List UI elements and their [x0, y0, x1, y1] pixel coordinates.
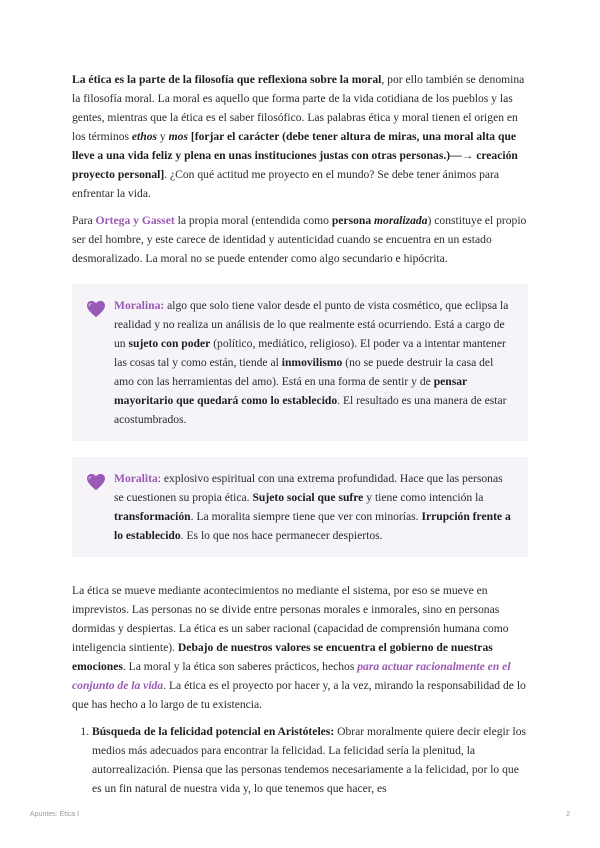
paragraph-intro — [72, 70, 528, 203]
text: , por ello también se denomina la filosofía moral. La moral es aquello que forma parte de la vida cotidiana de los pueblos y las gentes, mientras que la ética es el saber filosófico. Las palabras ética y moral tienen el origen en los términos — [72, 73, 525, 143]
footer-title: Apuntes: Ética I — [30, 811, 80, 818]
purple-heart-icon — [86, 300, 106, 318]
text: (político, mediático, religioso). El poder va a intentar mantener las cosas tal y como están, tiende al — [114, 337, 506, 369]
text: ) constituye el propio ser del hombre, y este carece de identidad y autenticidad cuando se encuentra en un estado desmoralizado. La moral no se puede entender como algo secundario e hipócrita. — [72, 214, 527, 265]
text: y tiene como intención la — [363, 491, 484, 504]
bold-text: persona — [331, 214, 375, 227]
bold-text: Búsqueda de la felicidad potencial en Aristóteles: — [92, 725, 335, 738]
text: (no se puede destruir la casa del amo con las herramientas del amo). Está en una forma de sentir y de — [114, 356, 494, 388]
highlighted-phrase: para actuar racionalmente en el conjunto de la vida — [72, 660, 511, 692]
purple-heart-icon — [86, 473, 106, 491]
bold-text: Debajo de nuestros valores se encuentra el gobierno de nuestras emociones — [72, 641, 493, 673]
text: la propia moral (entendida como — [174, 214, 332, 227]
text: . Es lo que nos hace permanecer despiertos. — [180, 529, 383, 542]
bold-text: [forjar el carácter (debe tener altura de miras, una moral alta que lleve a una vida feliz y plena en unas instituciones justas con otras personas.)—→ creación proyecto personal] — [72, 130, 518, 181]
text: . La ética es el proyecto por hacer y, a la vez, mirando la responsabilidad de lo que has hecho a lo largo de tu existencia. — [72, 679, 526, 711]
callout-moralina — [72, 284, 528, 441]
term-moralina: Moralina: — [114, 299, 165, 312]
list-item — [92, 722, 528, 798]
callout-moralita — [72, 457, 528, 557]
text: : explosivo espiritual con una extrema profundidad. Hace que las personas se cuestionen su propia ética. — [114, 472, 503, 504]
paragraph-ortega — [72, 211, 528, 268]
text: y — [157, 130, 169, 143]
text: . La moral y la ética son saberes prácticos, hechos — [122, 660, 358, 673]
text: Obrar moralmente quiere decir elegir los medios más adecuados para encontrar la felicidad. La felicidad sería la plenitud, la autorrealización. Piensa que las personas tendemos necesariamente a la felicidad, por lo que es un fin natural de nuestra vida y, lo que tenemos que hacer, es — [92, 725, 527, 795]
text: . ¿Con qué actitud me proyecto en el mundo? Se debe tener ánimos para enfrentar la vida. — [72, 168, 500, 200]
text: algo que solo tiene valor desde el punto de vista cosmético, que eclipsa la realidad y no realiza un análisis de lo que realmente está ocurriendo. Está a cargo de un — [114, 299, 509, 350]
bold-text: inmovilismo — [281, 356, 343, 369]
text: Para — [72, 214, 96, 227]
italic-term: mos — [168, 130, 188, 143]
page-number: 2 — [566, 811, 570, 818]
bold-text: transformación — [114, 510, 191, 523]
ortega-link[interactable]: Ortega y Gasset — [95, 214, 175, 227]
bold-text: pensar mayoritario que quedará como lo establecido — [114, 375, 467, 407]
italic-term: ethos — [131, 130, 158, 143]
numbered-list — [72, 722, 528, 798]
bold-text: sujeto con poder — [128, 337, 211, 350]
page-footer — [30, 811, 570, 818]
term-moralita: Moralita — [114, 472, 158, 485]
text: La ética se mueve mediante acontecimientos no mediante el sistema, por eso se mueve en imprevistos. Las personas no se divide entre personas morales e inmorales, sino en personas dormidas y despiertas. La ética es un saber racional (capacidad de comprensión humana como inteligencia sintiente). — [72, 584, 509, 654]
paragraph-ethics — [72, 581, 528, 714]
bold-text: La ética es la parte de la filosofía que reflexiona sobre la moral — [72, 73, 382, 86]
text: . El resultado es una manera de estar acostumbrados. — [114, 394, 507, 426]
document-body — [72, 70, 528, 798]
bold-text: Sujeto social que sufre — [252, 491, 364, 504]
bold-italic-text: moralizada — [374, 214, 428, 227]
text: . La moralita siempre tiene que ver con minorías. — [190, 510, 422, 523]
bold-text: Irrupción frente a lo establecido — [114, 510, 511, 542]
